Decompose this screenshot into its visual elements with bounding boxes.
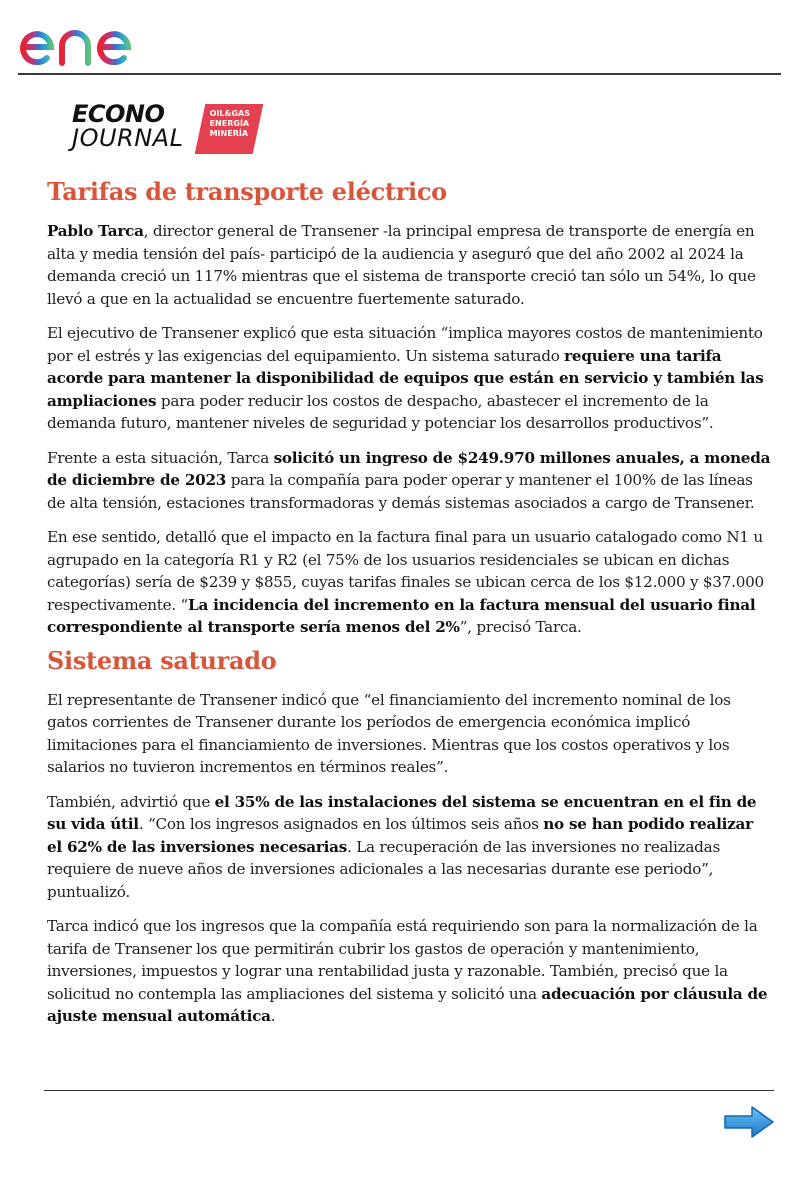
econojournal-wordmark (72, 102, 183, 150)
bold-text: La incidencia del incremento en la factura mensual del usuario final correspondiente al transporte sería menos del 2% (47, 595, 756, 636)
text: Tarca indicó que los ingresos que la compañía está requiriendo son para la normalización de la tarifa de Transener los que permitirán cubrir los gastos de operación y mantenimiento, inversiones, impuestos y lograr una rentabilidad justa y razonable. También, precisó que la solicitud no contempla las ampliaciones del sistema y solicitó una (47, 917, 758, 1003)
section-title: Tarifas de transporte eléctrico (47, 177, 447, 206)
text: . La recuperación de las inversiones no realizadas requiere de nueve años de inversiones adicionales a las necesarias durante ese periodo”, puntualizó. (47, 837, 720, 901)
section-title: Sistema saturado (47, 645, 277, 675)
bold-text: adecuación por cláusula de ajuste mensual automática (47, 984, 768, 1025)
text: También, advirtió que (47, 792, 215, 811)
paragraph (47, 220, 772, 310)
article-body (47, 172, 772, 1040)
bold-text: el 35% de las instalaciones del sistema se encuentran en el fin de su vida útil (47, 792, 757, 833)
bold-text: solicitó un ingreso de $249.970 millones anuales, a moneda de diciembre de 2023 (47, 448, 771, 489)
bold-text: no se han podido realizar el 62% de las inversiones necesarias (47, 815, 753, 856)
journal-word: JOURNAL (72, 124, 184, 152)
text: El ejecutivo de Transener explicó que esta situación “implica mayores costos de mantenimiento por el estrés y las exigencias del equipamiento. Un sistema saturado (47, 324, 763, 365)
header-divider (18, 73, 781, 75)
econojournal-badge (195, 104, 264, 154)
text: En ese sentido, detalló que el impacto en la factura final para un usuario catalogado como N1 u agrupado en la categoría R1 y R2 (el 75% de los usuarios residenciales se ubican en dichas categorías) sería de $239 y $855, cuyas tarifas finales se ubican cerca de los $12.000 y $37.000 respectivamente. “ (47, 528, 764, 614)
text: , director general de Transener -la principal empresa de transporte de energía en alta y media tensión del país- participó de la audiencia y aseguró que del año 2002 al 2024 la demanda creció un 117% mientras que el sistema de transporte creció tan sólo un 54%, lo que llevó a que en la actualidad se encuentre fuertemente saturado. (47, 222, 756, 308)
paragraph (47, 322, 772, 435)
next-page-button[interactable] (722, 1103, 776, 1141)
text: . “Con los ingresos asignados en los últimos seis años (138, 815, 544, 833)
footer-divider (44, 1090, 774, 1091)
econo-word: ECONO (72, 100, 165, 128)
text: para la compañía para poder operar y mantener el 100% de las líneas de alta tensión, estaciones transformadoras y demás sistemas asociados a cargo de Transener. (47, 471, 755, 512)
econojournal-logo (72, 102, 272, 158)
text: . (270, 1007, 276, 1025)
bold-text: Pablo Tarca (47, 222, 144, 240)
paragraph (47, 526, 772, 639)
paragraph (47, 791, 772, 904)
enel-logo (18, 10, 170, 68)
badge-line: ENERGÍA (209, 119, 250, 128)
badge-line: OIL&GAS (209, 109, 250, 118)
bold-text: requiere una tarifa acorde para mantener la disponibilidad de equipos que están en servicio y también las ampliaciones (47, 346, 764, 410)
paragraph (47, 447, 772, 515)
paragraph (47, 689, 772, 779)
arrow-right-icon (722, 1103, 776, 1141)
enel-logo-text: enel (18, 10, 21, 11)
text: El representante de Transener indicó que “el financiamiento del incremento nominal de los gatos corrientes de Transener durante los períodos de emergencia económica implicó limitaciones para el financiamiento de inversiones. Mientras que los costos operativos y los salarios no tuvieron incrementos en términos reales”. (47, 690, 731, 776)
text: Frente a esta situación, Tarca (47, 448, 274, 467)
paragraph (47, 915, 772, 1028)
badge-line: MINERÍA (209, 129, 249, 138)
text: ”, precisó Tarca. (459, 618, 582, 636)
text: para poder reducir los costos de despacho, abastecer el incremento de la demanda futuro, mantener niveles de seguridad y potenciar los desarrollos productivos”. (47, 391, 714, 432)
